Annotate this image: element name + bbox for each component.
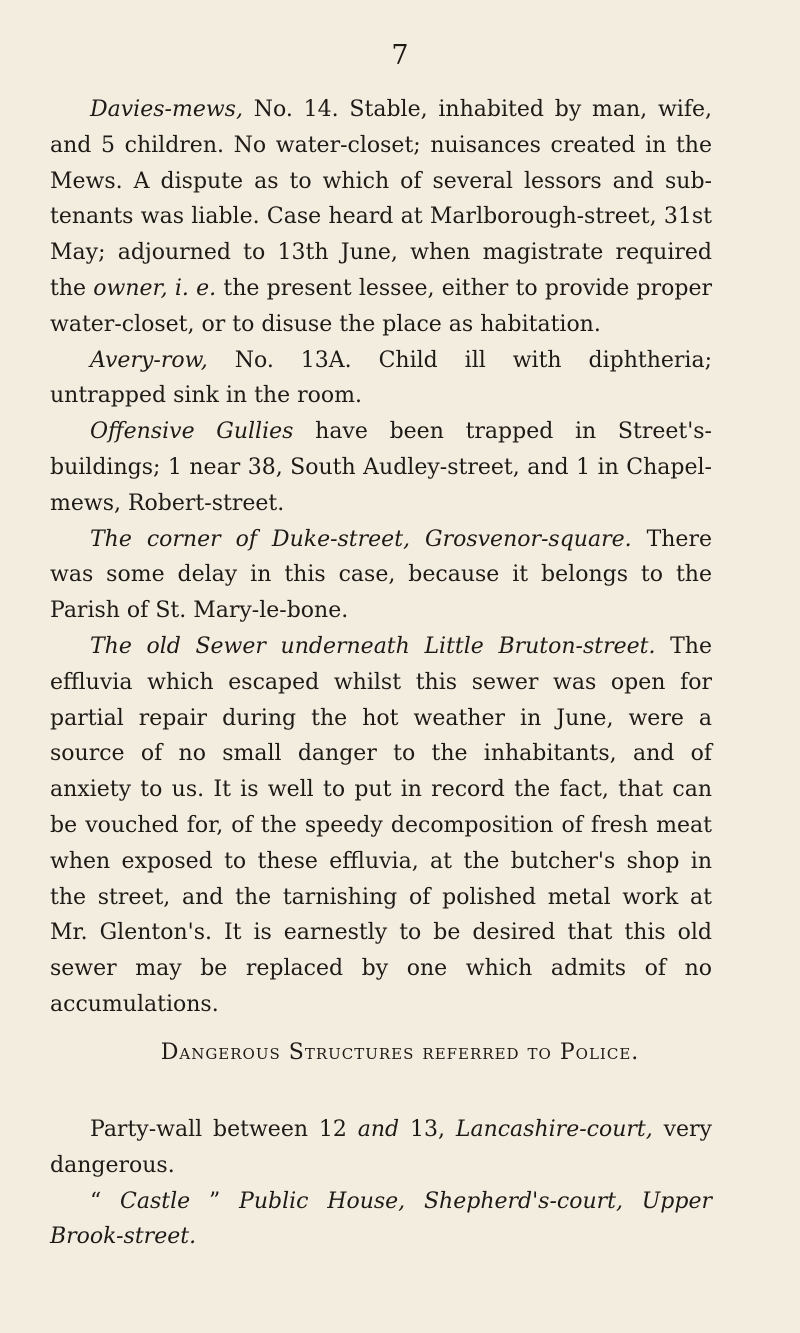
paragraph-text: have been trapped in Street's-buildings; 1 near 38, South Audley-street, and 1 in Chapel-mews, Robert-street. xyxy=(50,419,712,516)
item-italic: Castle xyxy=(120,1188,191,1214)
item-text: very dangerous. xyxy=(50,1117,712,1178)
body-text xyxy=(50,92,712,1023)
paragraph-text: the present lessee, either to provide proper water-closet, or to disuse the place as habitation. xyxy=(50,275,712,337)
paragraph-text: There was some delay in this case, because it belongs to the Parish of St. Mary-le-bone. xyxy=(50,526,712,624)
paragraph-duke-street xyxy=(50,522,712,629)
item-italic: Lancashire-court, xyxy=(455,1117,653,1142)
paragraph-text: No. 14. Stable, inhabited by man, wife, and 5 children. No water-closet; nuisances created in the Mews. A dispute as to which of several lessors and sub-tenants was liable. Case heard at Marlborough-street, 31st May; adjourned to 13th June, when magistrate required the xyxy=(50,97,712,301)
paragraph-lead: Davies-mews, xyxy=(90,97,243,122)
item-text: 13, xyxy=(399,1117,456,1142)
section-body xyxy=(50,1112,712,1255)
section-item-castle xyxy=(50,1184,712,1256)
paragraph-lead: The old Sewer underneath Little Bruton-street. xyxy=(90,633,656,659)
item-italic: and xyxy=(357,1117,400,1142)
paragraph-lead: Avery-row, xyxy=(90,347,208,373)
item-text: ” xyxy=(190,1188,240,1214)
paragraph-lead: Offensive Gullies xyxy=(90,419,294,445)
paragraph-davies-mews xyxy=(50,92,712,343)
paragraph-italic: owner, i. e. xyxy=(93,275,217,301)
paragraph-lead: The corner of Duke-street, Grosvenor-square. xyxy=(90,526,632,552)
section-heading: Dangerous Structures referred to Police. xyxy=(160,1040,640,1065)
paragraph-avery-row xyxy=(50,343,712,415)
section-item-party-wall xyxy=(50,1112,712,1184)
item-italic: Public House, Shepherd's-court, Upper Brook-street. xyxy=(50,1188,712,1250)
paragraph-text: The effluvia which escaped whilst this sewer was open for partial repair during the hot weather in June, were a source of no small danger to the inhabitants, and of anxiety to us. It is well to put in record the fact, that can be vouched for, of the speedy decomposition of fresh meat when exposed to these effluvia, at the butcher's shop in the street, and the tarnishing of polished metal work at Mr. Glenton's. It is earnestly to be desired that this old sewer may be replaced by one which admits of no accumulations. xyxy=(50,633,712,1017)
page-number: 7 xyxy=(391,40,409,71)
item-text: Party-wall between 12 xyxy=(90,1117,358,1142)
paragraph-offensive-gullies xyxy=(50,414,712,521)
paragraph-text: No. 13A. Child ill with diphtheria; untrapped sink in the room. xyxy=(50,347,712,409)
paragraph-old-sewer xyxy=(50,629,712,1023)
item-text: “ xyxy=(90,1188,121,1214)
